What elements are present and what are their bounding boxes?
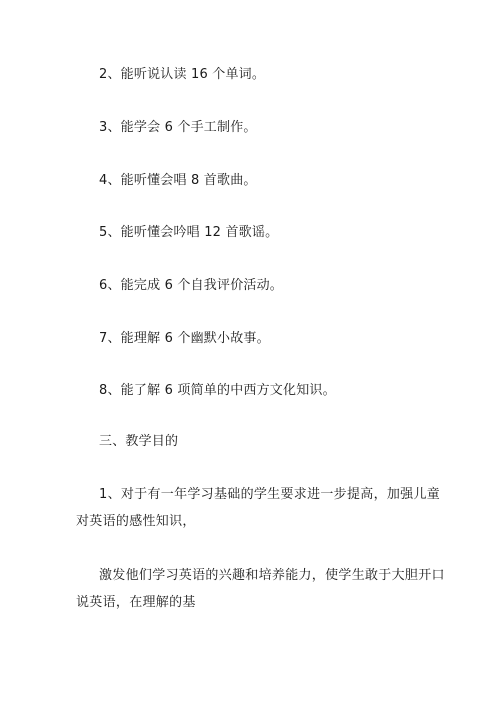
section-heading: 三、教学目的	[99, 434, 179, 449]
paragraph-2: 激发他们学习英语的兴趣和培养能力，使学生敢于大胆开口说英语，在理解的基	[76, 568, 445, 610]
list-item-8: 8、能了解 6 项简单的中西方文化知识。	[99, 383, 336, 398]
list-item-3: 3、能学会 6 个手工制作。	[99, 120, 257, 135]
list-item-4: 4、能听懂会唱 8 首歌曲。	[99, 173, 257, 188]
list-item-6: 6、能完成 6 个自我评价活动。	[99, 278, 284, 293]
list-item-5: 5、能听懂会吟唱 12 首歌谣。	[99, 225, 279, 240]
list-item-7: 7、能理解 6 个幽默小故事。	[99, 331, 270, 346]
list-item-2: 2、能听说认读 16 个单词。	[99, 67, 266, 82]
paragraph-1: 1、对于有一年学习基础的学生要求进一步提高，加强儿童对英语的感性知识，	[76, 487, 441, 529]
